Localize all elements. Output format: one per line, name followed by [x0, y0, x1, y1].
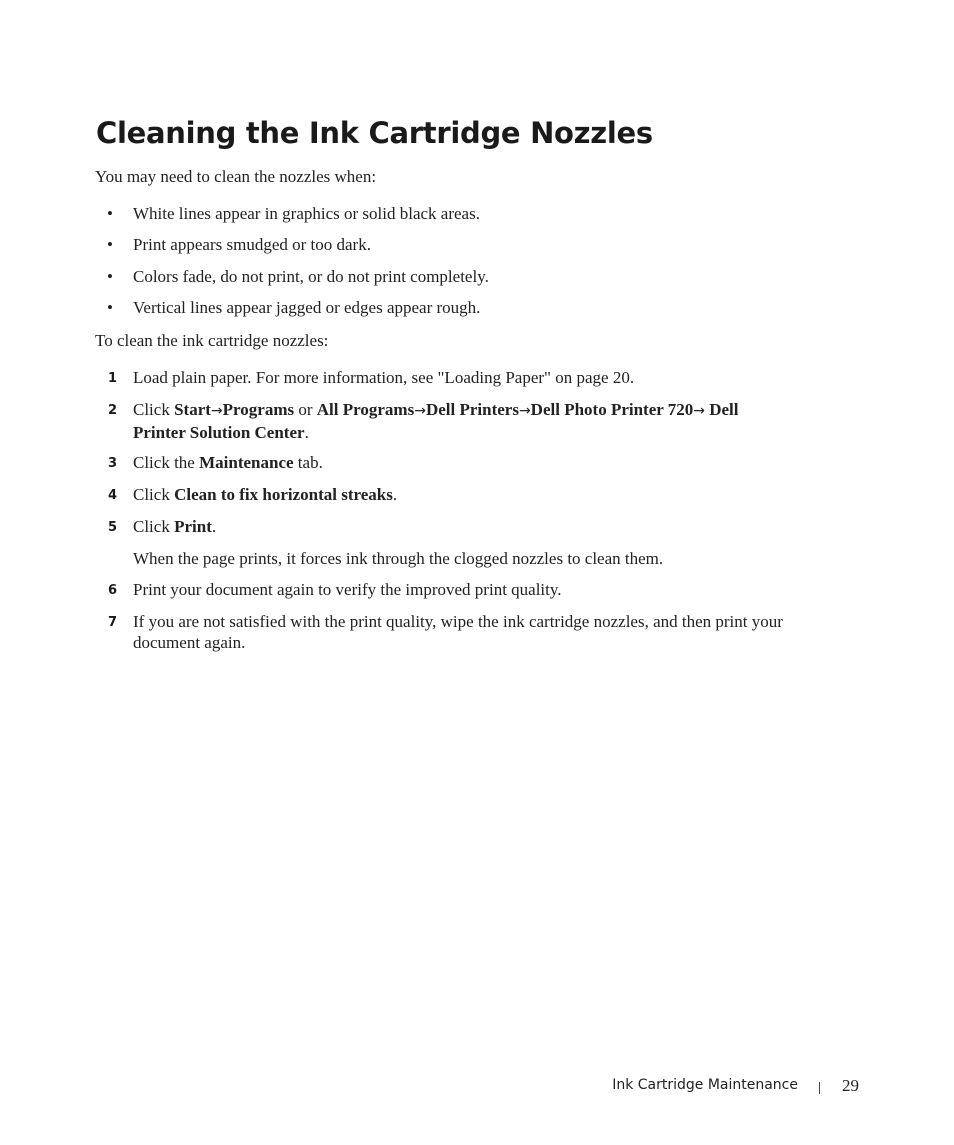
- arrow-icon: →: [518, 403, 531, 419]
- step-number: 5: [108, 520, 118, 535]
- list-item-text: White lines appear in graphics or solid black areas.: [133, 204, 480, 223]
- step-text: Load plain paper. For more information, see "Loading Paper" on page 20.: [133, 368, 635, 387]
- bullet-icon: •: [107, 235, 113, 254]
- dell-photo-printer-menu-label: Dell Photo Printer 720: [530, 400, 694, 419]
- step-2: [108, 399, 793, 443]
- step-number: 3: [108, 456, 118, 471]
- step-1: [108, 367, 793, 388]
- bullet-icon: •: [107, 204, 113, 223]
- step-number: 1: [108, 371, 118, 386]
- step-number: 6: [108, 583, 118, 598]
- step-5-note: When the page prints, it forces ink through the clogged nozzles to clean them.: [133, 549, 664, 568]
- step-7: [108, 611, 793, 653]
- bullet-icon: •: [107, 298, 113, 317]
- list-item: [107, 234, 371, 255]
- step-text-prefix: Click: [133, 517, 175, 536]
- page-title: Cleaning the Ink Cartridge Nozzles: [96, 116, 653, 150]
- step-text-suffix: .: [392, 485, 398, 504]
- dell-printers-menu-label: Dell Printers: [425, 400, 519, 419]
- clean-streaks-label: Clean to fix horizontal streaks: [174, 485, 393, 504]
- page-number: 29: [842, 1076, 859, 1095]
- step-text-prefix: Click the: [133, 453, 200, 472]
- step-text-suffix: .: [304, 423, 309, 442]
- footer-section-title: Ink Cartridge Maintenance: [612, 1077, 798, 1093]
- step-text-prefix: Click: [133, 400, 175, 419]
- bullet-icon: •: [107, 267, 113, 286]
- step-6: [108, 579, 793, 600]
- steps-intro-text: To clean the ink cartridge nozzles:: [95, 331, 329, 350]
- list-item-text: Colors fade, do not print, or do not print completely.: [133, 267, 489, 286]
- list-item-text: Print appears smudged or too dark.: [133, 235, 371, 254]
- step-number: 2: [108, 403, 118, 418]
- print-button-label: Print: [174, 517, 212, 536]
- step-text-suffix: .: [211, 517, 217, 536]
- footer-divider: [819, 1082, 820, 1094]
- step-3: [108, 452, 793, 473]
- step-text-suffix: tab.: [293, 453, 323, 472]
- list-item: [107, 203, 480, 224]
- arrow-icon: →: [414, 403, 426, 419]
- step-text-or: or: [294, 400, 317, 419]
- step-5: [108, 516, 793, 537]
- step-number: 4: [108, 488, 118, 503]
- list-item-text: Vertical lines appear jagged or edges appear rough.: [133, 298, 481, 317]
- step-4: [108, 484, 793, 505]
- step-text-prefix: Click: [133, 485, 175, 504]
- arrow-icon: →: [693, 403, 705, 419]
- arrow-icon: →: [210, 403, 223, 419]
- page-footer: [0, 1076, 954, 1100]
- start-menu-label: Start: [174, 400, 211, 419]
- programs-menu-label: Programs: [222, 400, 295, 419]
- all-programs-menu-label: All Programs: [316, 400, 415, 419]
- list-item: [107, 297, 481, 318]
- intro-text: You may need to clean the nozzles when:: [95, 167, 377, 186]
- step-text: If you are not satisfied with the print quality, wipe the ink cartridge nozzles, and then print your document again.: [133, 612, 783, 652]
- maintenance-tab-label: Maintenance: [199, 453, 294, 472]
- step-text: Print your document again to verify the improved print quality.: [133, 580, 562, 599]
- solution-center-menu-label: Dell Printer Solution Center: [133, 400, 739, 442]
- list-item: [107, 266, 489, 287]
- step-number: 7: [108, 615, 118, 630]
